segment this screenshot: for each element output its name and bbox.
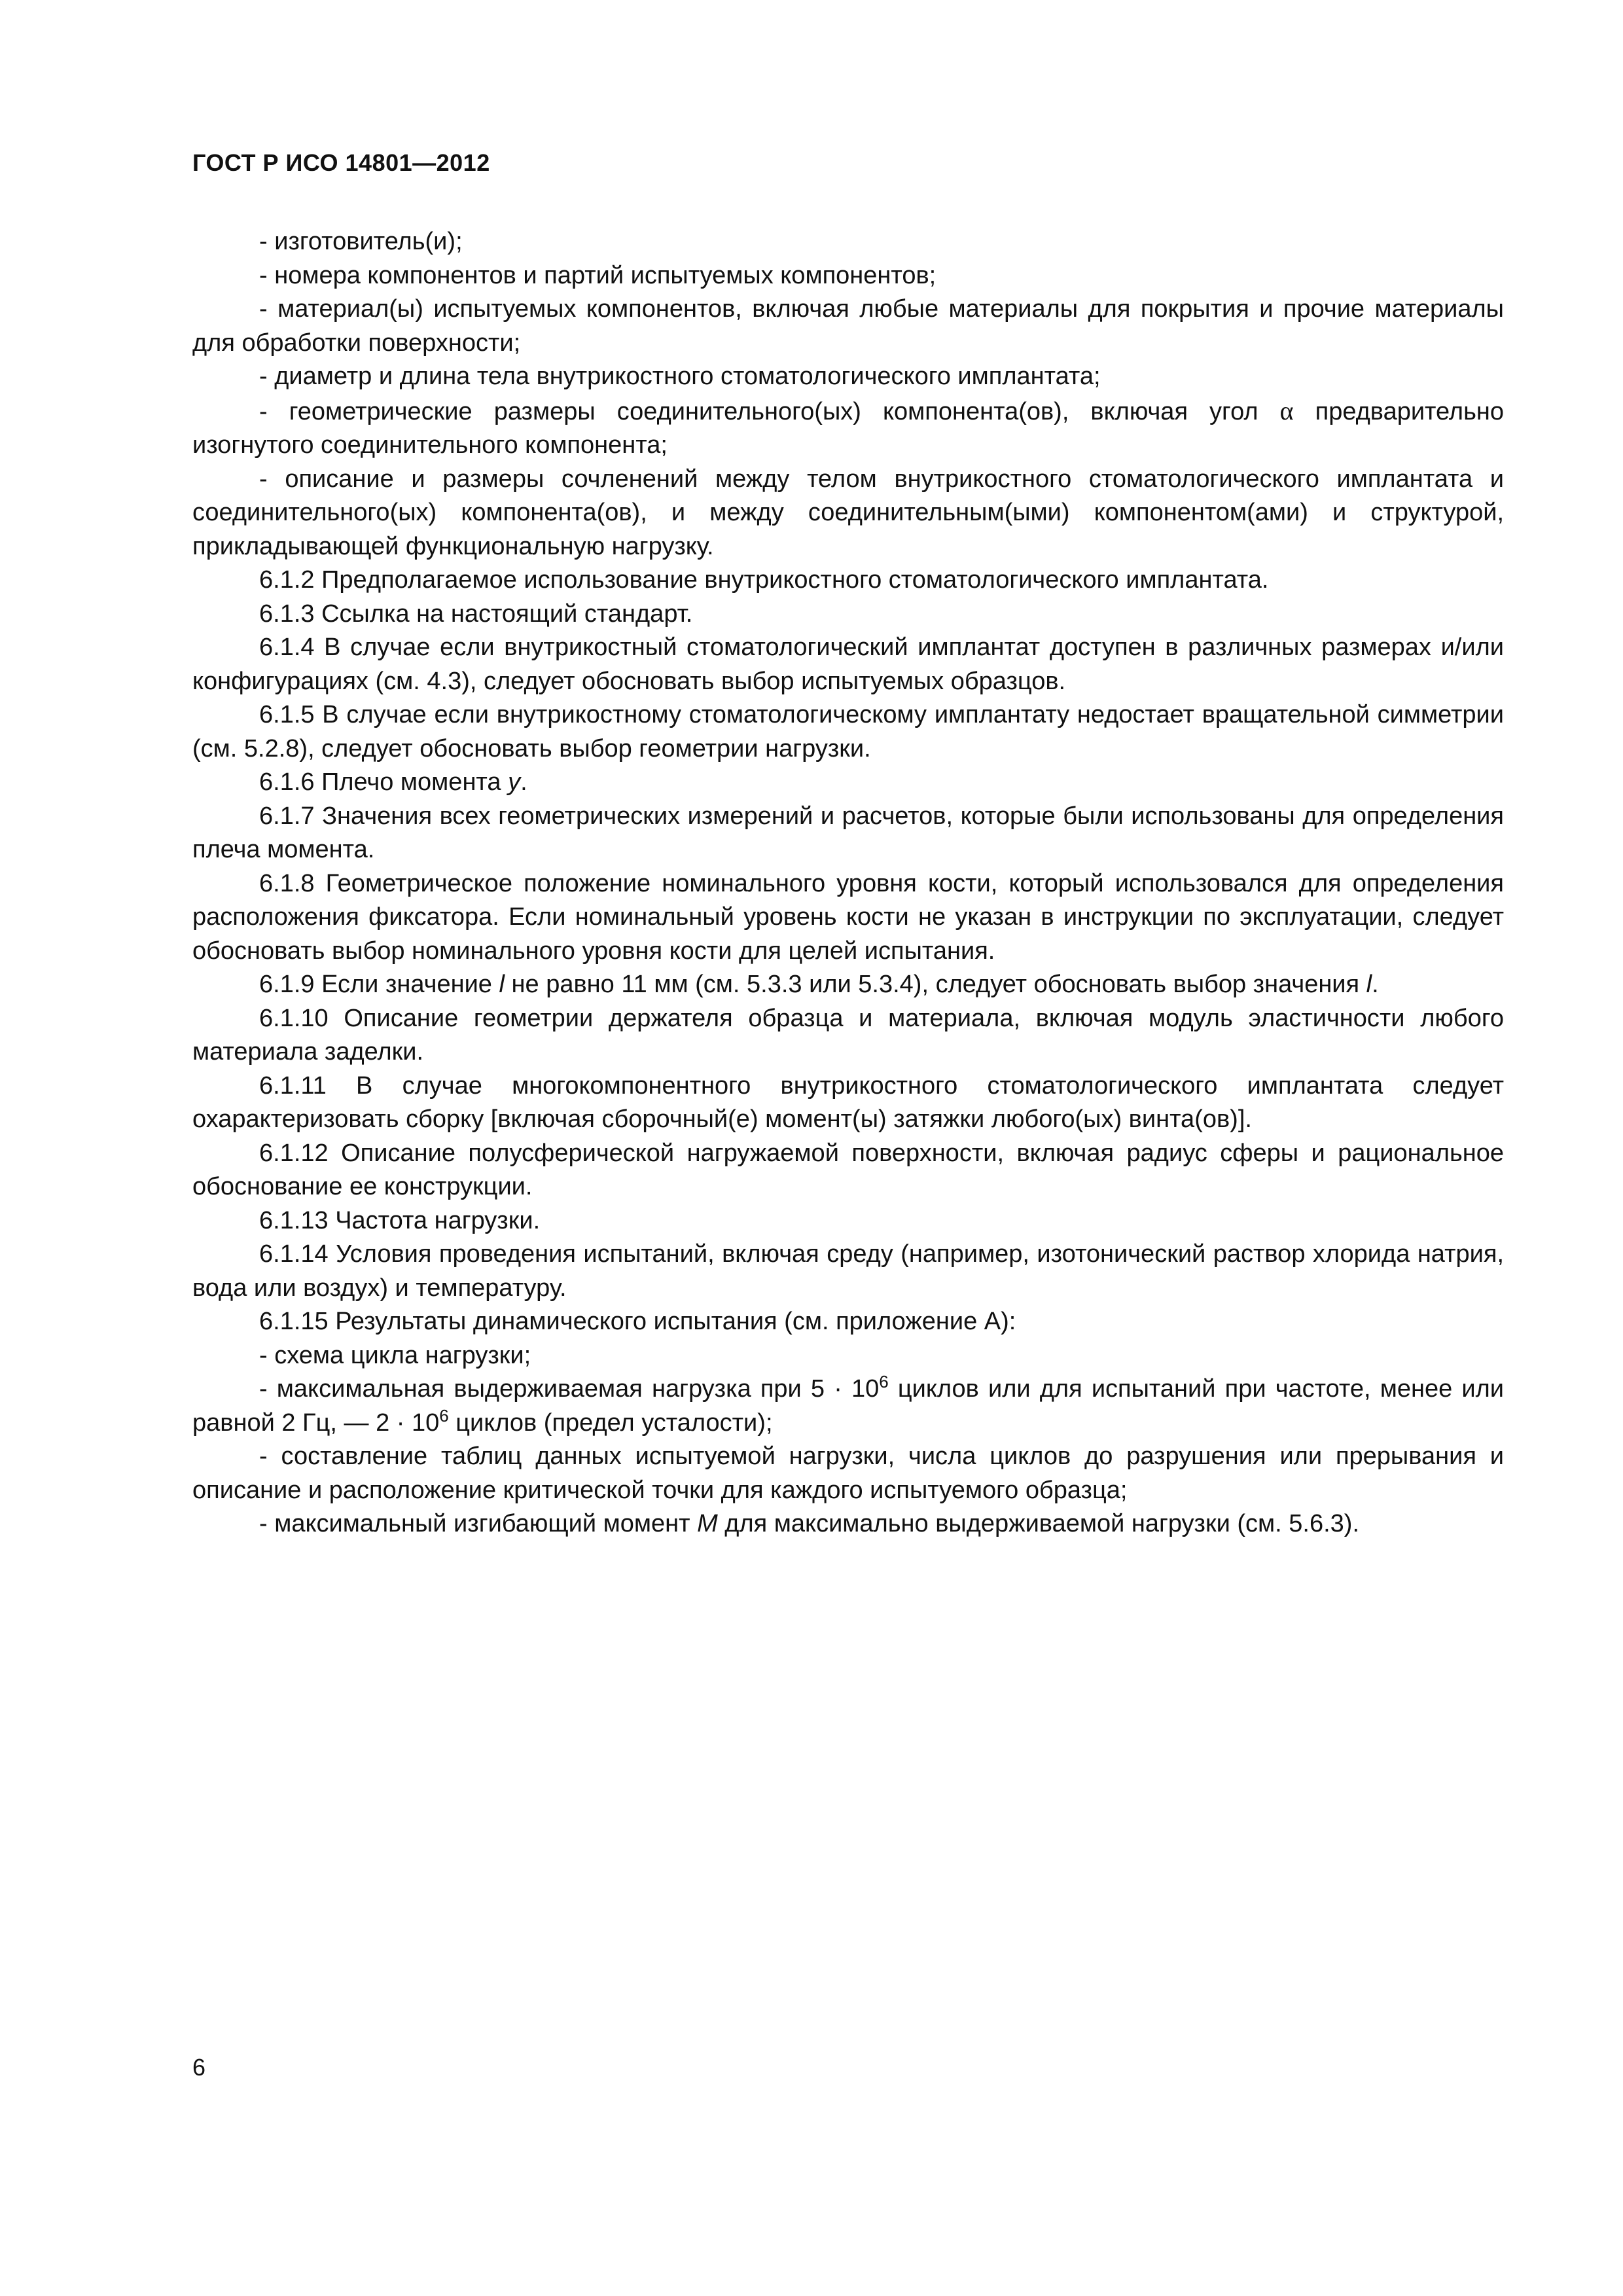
clause-6-1-14: 6.1.14 Условия проведения испытаний, включая среду (например, изотонический раствор хлорида натрия, вода или воздух) и температуру.	[192, 1240, 1504, 1302]
clause-6-1-9: 6.1.9 Если значение l не равно 11 мм (см. 5.3.3 или 5.3.4), следует обосновать выбор значения l.	[259, 971, 1379, 998]
list-item-geometric-sizes: - геометрические размеры соединительного(ых) компонента(ов), включая угол α предварительно изогнутого соединительного компонента;	[192, 395, 1504, 459]
clause-6-1-3: 6.1.3 Ссылка на настоящий стандарт.	[259, 600, 693, 628]
clause-6-1-13: 6.1.13 Частота нагрузки.	[259, 1206, 541, 1234]
list-item-bending-moment: - максимальный изгибающий момент M для максимально выдерживаемой нагрузки (см. 5.6.3).	[259, 1510, 1360, 1537]
list-item-component-numbers: - номера компонентов и партий испытуемых компонентов;	[259, 261, 936, 289]
clause-6-1-5: 6.1.5 В случае если внутрикостному стоматологическому имплантату недостает вращательной симметрии (см. 5.2.8), следует обосновать выбор геометрии нагрузки.	[192, 701, 1504, 762]
list-item-materials: - материал(ы) испытуемых компонентов, включая любые материалы для покрытия и прочие материалы для обработки поверхности;	[192, 295, 1504, 357]
clause-6-1-15: 6.1.15 Результаты динамического испытания (см. приложение А):	[259, 1308, 1016, 1335]
list-item-max-load: - максимальная выдерживаемая нагрузка при $5 \cdot 10^6$ циклов или для испытаний при частоте, менее или равной 2 Гц, — $2 \cdot 10^6$ циклов (предел усталости);	[192, 1372, 1505, 1437]
list-item-joints: - описание и размеры сочленений между телом внутрикостного стоматологического имплантата и соединительного(ых) компонента(ов), и между соединительным(ыми) компонентом(ами) и структурой, прикладывающей функциональную нагрузку.	[192, 465, 1504, 560]
clause-6-1-8: 6.1.8 Геометрическое положение номинального уровня кости, который использовался для определения расположения фиксатора. Если номинальный уровень кости не указан в инструкции по эксплуатации, следует обосновать выбор номинального уровня кости для целей испытания.	[192, 869, 1504, 965]
list-item-manufacturer: - изготовитель(и);	[259, 228, 463, 255]
document-body	[192, 225, 1504, 1541]
list-item-tables: - составление таблиц данных испытуемой нагрузки, числа циклов до разрушения или прерывания и описание и расположение критической точки для каждого испытуемого образца;	[192, 1443, 1504, 1504]
list-item-diameter-length: - диаметр и длина тела внутрикостного стоматологического имплантата;	[259, 363, 1101, 390]
clause-6-1-2: 6.1.2 Предполагаемое использование внутрикостного стоматологического имплантата.	[259, 566, 1269, 594]
list-item-load-cycle: - схема цикла нагрузки;	[259, 1341, 531, 1369]
clause-6-1-11: 6.1.11 В случае многокомпонентного внутрикостного стоматологического имплантата следует охарактеризовать сборку [включая сборочный(е) момент(ы) затяжки любого(ых) винта(ов)].	[192, 1071, 1504, 1133]
clause-6-1-7: 6.1.7 Значения всех геометрических измерений и расчетов, которые были использованы для определения плеча момента.	[192, 802, 1504, 863]
page-number: 6	[192, 2054, 206, 2081]
clause-6-1-10: 6.1.10 Описание геометрии держателя образца и материала, включая модуль эластичности любого материала заделки.	[192, 1004, 1504, 1066]
clause-6-1-6: 6.1.6 Плечо момента y.	[259, 768, 527, 796]
document-header: ГОСТ Р ИСО 14801—2012	[192, 149, 490, 176]
clause-6-1-4: 6.1.4 В случае если внутрикостный стоматологический имплантат доступен в различных размерах и/или конфигурациях (см. 4.3), следует обосновать выбор испытуемых образцов.	[192, 634, 1504, 695]
clause-6-1-12: 6.1.12 Описание полусферической нагружаемой поверхности, включая радиус сферы и рациональное обоснование ее конструкции.	[192, 1139, 1504, 1200]
